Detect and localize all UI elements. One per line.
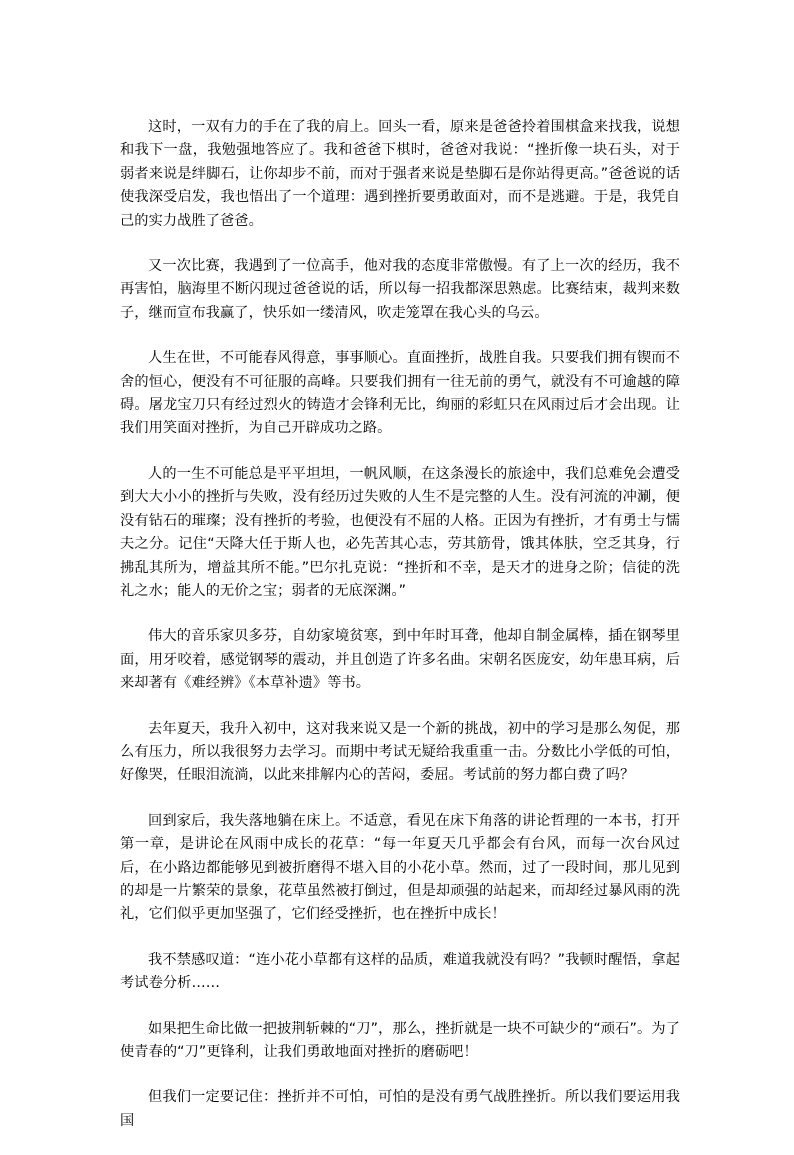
paragraph-4: 人的一生不可能总是平平坦坦，一帆风顺，在这条漫长的旅途中，我们总难免会遭受到大大小小的挫折与失败，没有经历过失败的人生不是完整的人生。没有河流的冲涮，便没有钻石的璀璨；没有挫折的考验，也便没有不屈的人格。正因为有挫折，才有勇士与懦夫之分。记住“天降大任于斯人也，必先苦其心志，劳其筋骨，饿其体肤，空乏其身，行拂乱其所为，增益其所不能。”巴尔扎克说：“挫折和不幸，是天才的进身之阶；信徒的洗礼之水；能人的无价之宝；弱者的无底深渊。” <box>120 465 680 599</box>
paragraph-2: 又一次比赛，我遇到了一位高手，他对我的态度非常傲慢。有了上一次的经历，我不再害怕，脑海里不断闪现过爸爸说的话，所以每一招我都深思熟虑。比赛结束，裁判来数子，继而宣布我赢了，快乐如一缕清风，吹走笼罩在我心头的乌云。 <box>120 258 680 321</box>
paragraph-5: 伟大的音乐家贝多芬，自幼家境贫寒，到中年时耳聋，他却自制金属棒，插在钢琴里面，用牙咬着，感觉钢琴的震动，并且创造了许多名曲。宋朝名医庞安，幼年患耳病，后来却著有《难经辨》《本草补遗》等书。 <box>120 628 680 692</box>
article-body <box>120 116 680 1155</box>
paragraph-1: 这时，一双有力的手在了我的肩上。回头一看，原来是爸爸拎着围棋盒来找我，说想和我下一盘，我勉强地答应了。我和爸爸下棋时，爸爸对我说：“挫折像一块石头，对于弱者来说是绊脚石，让你却步不前，而对于强者来说是垫脚石是你站得更高。”爸爸说的话使我深受启发，我也悟出了一个道理：遇到挫折要勇敢面对，而不是逃避。于是，我凭自己的实力战胜了爸爸。 <box>120 119 680 229</box>
paragraph-6: 去年夏天，我升入初中，这对我来说又是一个新的挑战，初中的学习是那么匆促，那么有压力，所以我很努力去学习。而期中考试无疑给我重重一击。分数比小学低的可怕，好像哭，任眼泪流淌，以此来排解内心的苦闷，委屈。考试前的努力都白费了吗？ <box>120 720 680 784</box>
paragraph-7: 回到家后，我失落地躺在床上。不适意，看见在床下角落的讲论哲理的一本书，打开第一章，是讲论在风雨中成长的花草：“每一年夏天几乎都会有台风，而每一次台风过后，在小路边都能够见到被折磨得不堪入目的小花小草。然而，过了一段时间，那儿见到的却是一片繁荣的景象，花草虽然被打倒过，但是却顽强的站起来，而却经过暴风雨的洗礼，它们似乎更加坚强了，它们经受挫折，也在挫折中成长！ <box>120 812 680 923</box>
paragraph-10: 但我们一定要记住：挫折并不可怕，可怕的是没有勇气战胜挫折。所以我们要运用我国 <box>120 1089 680 1129</box>
paragraph-9: 如果把生命比做一把披荆斩棘的“刀”，那么，挫折就是一块不可缺少的“顽石”。为了使青春的“刀”更锋利，让我们勇敢地面对挫折的磨砺吧！ <box>120 1020 680 1060</box>
paragraph-3: 人生在世，不可能春风得意，事事顺心。直面挫折，战胜自我。只要我们拥有锲而不舍的恒心，便没有不可征服的高峰。只要我们拥有一往无前的勇气，就没有不可逾越的障碍。屠龙宝刀只有经过烈火的铸造才会锋利无比，绚丽的彩虹只在风雨过后才会出现。让我们用笑面对挫折，为自己开辟成功之路。 <box>120 350 680 437</box>
paragraph-8: 我不禁感叹道：“连小花小草都有这样的品质，难道我就没有吗？”我顿时醒悟，拿起考试卷分析…… <box>120 951 680 992</box>
